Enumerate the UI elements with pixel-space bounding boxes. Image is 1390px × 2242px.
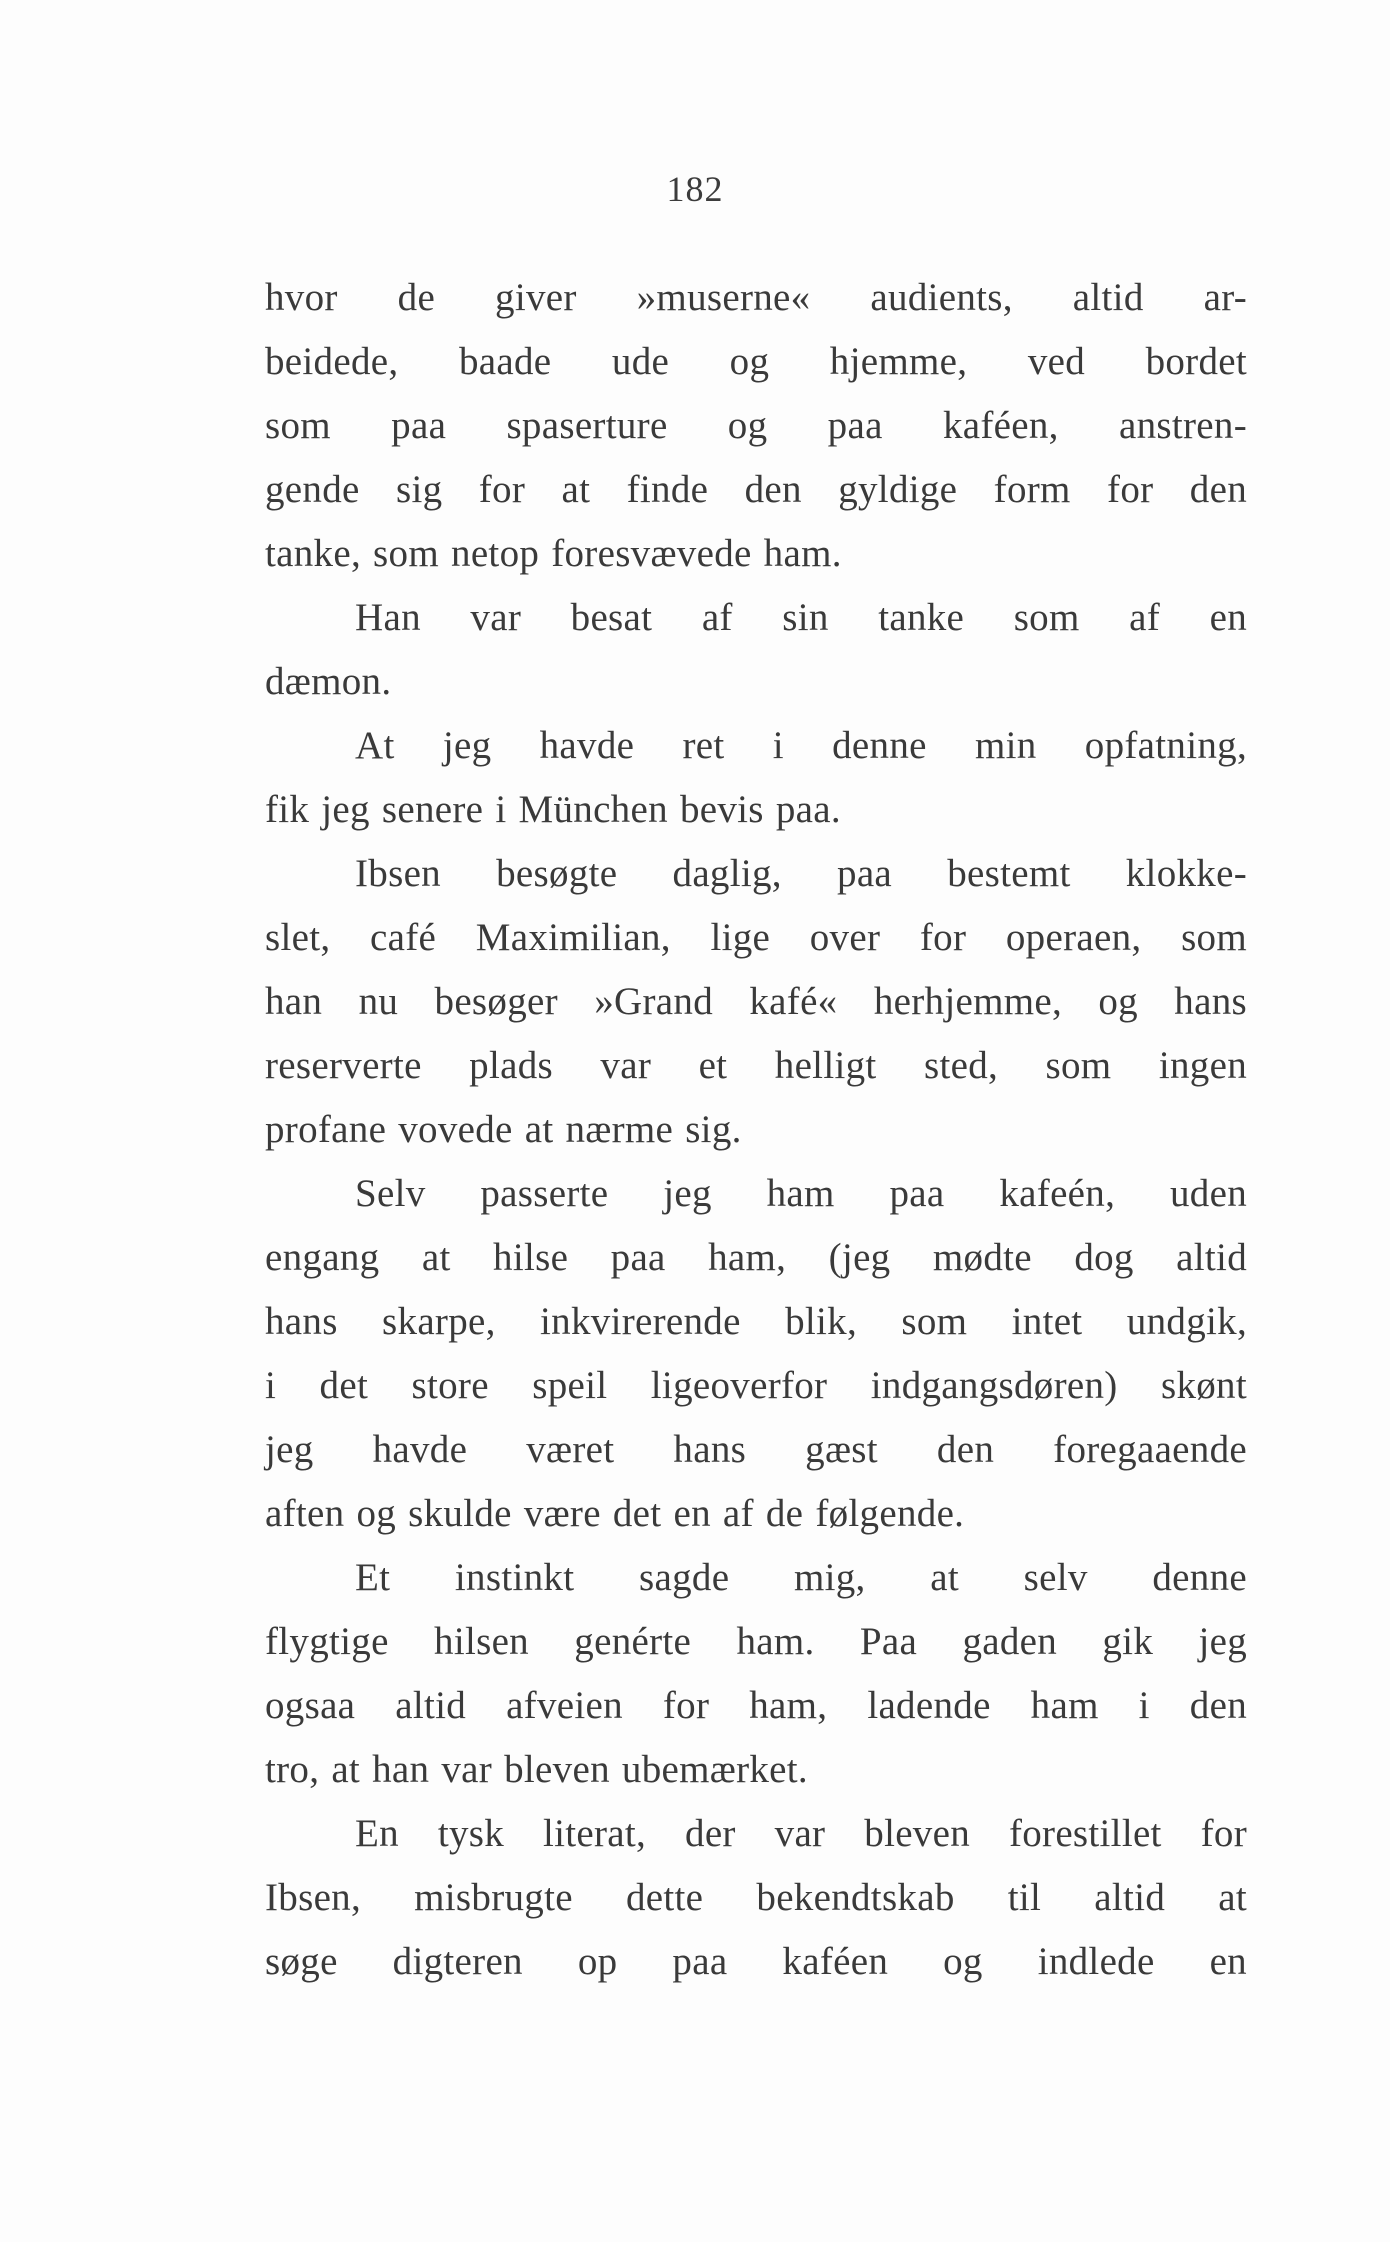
text-line: Et instinkt sagde mig, at selv denne xyxy=(355,1556,1247,1599)
text-line: jeg havde været hans gæst den foregaaende xyxy=(265,1428,1247,1471)
text-line: fik jeg senere i München bevis paa. xyxy=(265,788,841,831)
text-line: En tysk literat, der var bleven forestillet for xyxy=(355,1812,1247,1855)
text-line: søge digteren op paa kaféen og indlede en xyxy=(265,1940,1247,1983)
text-line: Selv passerte jeg ham paa kafeén, uden xyxy=(355,1172,1247,1215)
text-line: i det store speil ligeoverfor indgangsdøren) skønt xyxy=(265,1364,1247,1407)
text-line: hvor de giver »muserne« audients, altid ar- xyxy=(265,276,1247,319)
text-line: beidede, baade ude og hjemme, ved bordet xyxy=(265,340,1247,383)
page-number: 182 xyxy=(666,169,724,209)
text-line: tro, at han var bleven ubemærket. xyxy=(265,1748,808,1791)
text-line: han nu besøger »Grand kafé« herhjemme, og hans xyxy=(265,980,1247,1023)
text-line: reserverte plads var et helligt sted, som ingen xyxy=(265,1044,1247,1087)
text-line: aften og skulde være det en af de følgende. xyxy=(265,1492,965,1535)
text-line: dæmon. xyxy=(265,660,392,703)
text-line: ogsaa altid afveien for ham, ladende ham i den xyxy=(265,1684,1247,1727)
text-line: Han var besat af sin tanke som af en xyxy=(355,596,1247,639)
text-line: Ibsen, misbrugte dette bekendtskab til altid at xyxy=(265,1876,1247,1919)
text-line: At jeg havde ret i denne min opfatning, xyxy=(355,724,1247,767)
text-line: som paa spaserture og paa kaféen, anstren- xyxy=(265,404,1247,447)
text-line: profane vovede at nærme sig. xyxy=(265,1108,742,1151)
text-line: gende sig for at finde den gyldige form for den xyxy=(265,468,1247,511)
text-line: engang at hilse paa ham, (jeg mødte dog altid xyxy=(265,1236,1247,1279)
text-line: flygtige hilsen genérte ham. Paa gaden gik jeg xyxy=(265,1620,1247,1663)
text-line: slet, café Maximilian, lige over for operaen, som xyxy=(265,916,1247,959)
body-text xyxy=(265,266,1247,1994)
text-line: tanke, som netop foresvævede ham. xyxy=(265,532,842,575)
text-line: Ibsen besøgte daglig, paa bestemt klokke- xyxy=(355,852,1247,895)
text-line: hans skarpe, inkvirerende blik, som intet undgik, xyxy=(265,1300,1247,1343)
